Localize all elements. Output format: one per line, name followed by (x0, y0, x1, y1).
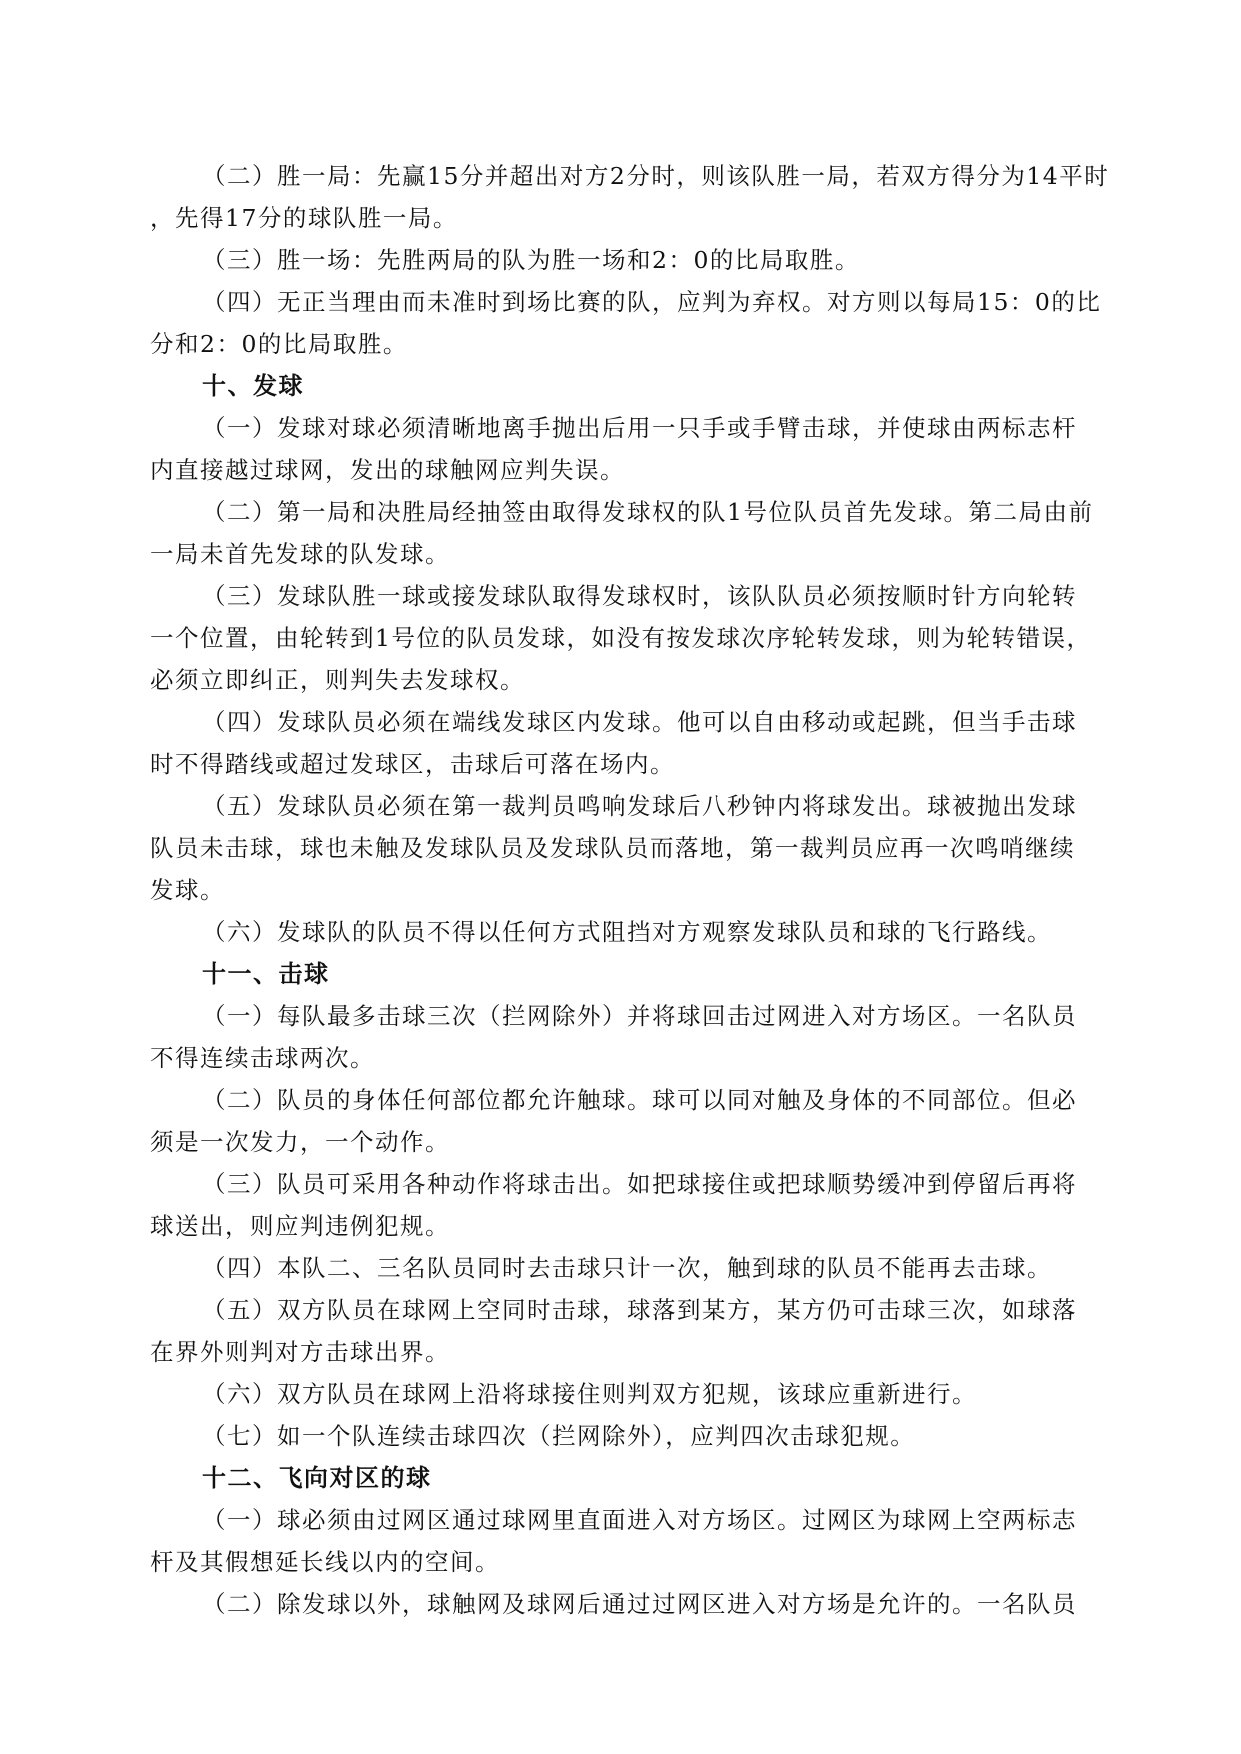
paragraph (150, 785, 1077, 911)
paragraph (150, 575, 1092, 701)
paragraph (150, 491, 1094, 575)
paragraph (150, 1415, 1071, 1457)
section-heading: 十、发球 (202, 371, 304, 400)
paragraph (150, 155, 1110, 239)
paragraph (150, 911, 1071, 953)
paragraph (150, 1247, 1071, 1289)
text-line: （六）双方队员在球网上沿将球接住则判双方犯规，该球应重新进行。 (202, 1380, 977, 1408)
text-line: 分和2：0的比局取胜。 (150, 330, 408, 358)
text-line: （五）双方队员在球网上空同时击球，球落到某方，某方仍可击球三次，如球落 (202, 1296, 1077, 1324)
text-line: （三）队员可采用各种动作将球击出。如把球接住或把球顺势缓冲到停留后再将 (202, 1170, 1077, 1198)
text-line: 一局未首先发球的队发球。 (150, 540, 450, 568)
document-page (150, 155, 1110, 1625)
text-line: 杆及其假想延长线以内的空间。 (150, 1548, 500, 1576)
text-line: 发球。 (150, 876, 225, 904)
paragraph (150, 1373, 1071, 1415)
paragraph (150, 995, 1077, 1079)
text-line: （四）无正当理由而未准时到场比赛的队，应判为弃权。对方则以每局15：0的比 (202, 288, 1102, 316)
text-line: （二）胜一局：先赢15分并超出对方2分时，则该队胜一局，若双方得分为14平时 (202, 162, 1110, 190)
text-line: 内直接越过球网，发出的球触网应判失误。 (150, 456, 625, 484)
paragraph (150, 1583, 1077, 1625)
text-line: （四）发球队员必须在端线发球区内发球。他可以自由移动或起跳，但当手击球 (202, 708, 1077, 736)
text-line: 在界外则判对方击球出界。 (150, 1338, 450, 1366)
paragraph (150, 1499, 1077, 1583)
text-line: （六）发球队的队员不得以任何方式阻挡对方观察发球队员和球的飞行路线。 (202, 918, 1052, 946)
text-line: 必须立即纠正，则判失去发球权。 (150, 666, 525, 694)
text-line: （四）本队二、三名队员同时去击球只计一次，触到球的队员不能再去击球。 (202, 1254, 1052, 1282)
text-line: 时不得踏线或超过发球区，击球后可落在场内。 (150, 750, 675, 778)
section-heading: 十二、飞向对区的球 (202, 1463, 432, 1492)
text-line: 不得连续击球两次。 (150, 1044, 375, 1072)
text-line: 球送出，则应判违例犯规。 (150, 1212, 450, 1240)
text-line: 队员未击球，球也未触及发球队员及发球队员而落地，第一裁判员应再一次鸣哨继续 (150, 834, 1075, 862)
text-line: （七）如一个队连续击球四次（拦网除外），应判四次击球犯规。 (202, 1422, 916, 1450)
text-line: ，先得17分的球队胜一局。 (150, 204, 458, 232)
section-heading: 十一、击球 (202, 959, 330, 988)
paragraph (150, 239, 1071, 281)
text-line: （五）发球队员必须在第一裁判员鸣响发球后八秒钟内将球发出。球被抛出发球 (202, 792, 1077, 820)
paragraph (150, 281, 1102, 365)
text-line: （二）除发球以外，球触网及球网后通过过网区进入对方场是允许的。一名队员 (202, 1590, 1077, 1618)
text-line: 须是一次发力，一个动作。 (150, 1128, 450, 1156)
text-line: （三）发球队胜一球或接发球队取得发球权时，该队队员必须按顺时针方向轮转 (202, 582, 1077, 610)
paragraph (150, 1289, 1077, 1373)
text-line: 一个位置，由轮转到1号位的队员发球，如没有按发球次序轮转发球，则为轮转错误， (150, 624, 1092, 652)
paragraph (150, 701, 1077, 785)
paragraph (150, 407, 1077, 491)
text-line: （一）发球对球必须清晰地离手抛出后用一只手或手臂击球，并使球由两标志杆 (202, 414, 1077, 442)
paragraph (150, 1079, 1077, 1163)
text-line: （三）胜一场：先胜两局的队为胜一场和2：0的比局取胜。 (202, 246, 860, 274)
paragraph (150, 1163, 1077, 1247)
text-line: （二）第一局和决胜局经抽签由取得发球权的队1号位队员首先发球。第二局由前 (202, 498, 1094, 526)
text-line: （二）队员的身体任何部位都允许触球。球可以同对触及身体的不同部位。但必 (202, 1086, 1077, 1114)
text-line: （一）球必须由过网区通过球网里直面进入对方场区。过网区为球网上空两标志 (202, 1506, 1077, 1534)
text-line: （一）每队最多击球三次（拦网除外）并将球回击过网进入对方场区。一名队员 (202, 1002, 1077, 1030)
